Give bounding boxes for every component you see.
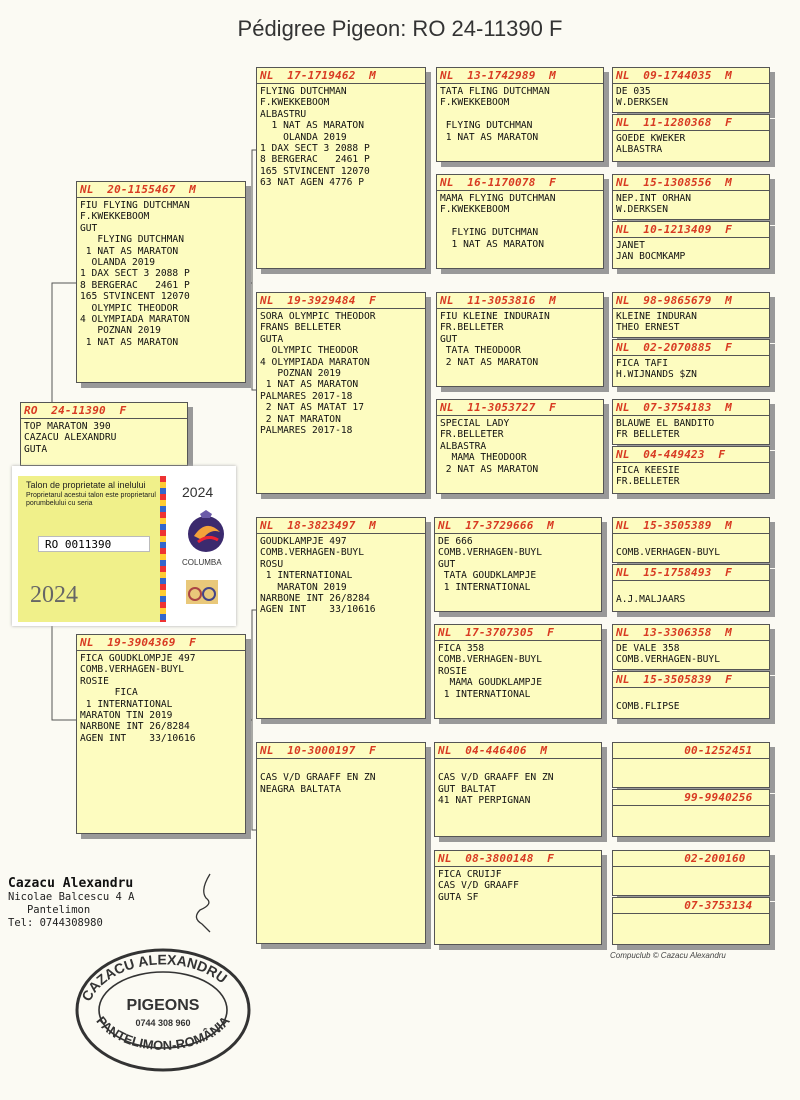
ggg-parent-card bbox=[612, 789, 770, 837]
card-line: 1 NAT AS MARATON bbox=[260, 379, 359, 391]
card-line: CAS V/D GRAAFF EN ZN bbox=[260, 772, 376, 784]
card-line: POZNAN 2019 bbox=[80, 325, 161, 337]
card-line: 1 DAX SECT 3 2088 P bbox=[80, 268, 190, 280]
card-line: COMB.VERHAGEN-BUYL bbox=[260, 547, 364, 559]
card-line: SORA OLYMPIC THEODOR bbox=[260, 311, 376, 322]
sire-card bbox=[76, 181, 246, 383]
card-line: ALBASTRA bbox=[440, 440, 487, 452]
grandparent-card bbox=[256, 67, 426, 269]
card-line: FR.BELLETER bbox=[440, 429, 504, 441]
ring-number: NL 11-3053816 M bbox=[437, 294, 603, 309]
card-line: 1 INTERNATIONAL bbox=[438, 581, 531, 593]
card-line: GOUDKLAMPJE 497 bbox=[260, 536, 347, 547]
card-line: W.DERKSEN bbox=[616, 97, 668, 109]
card-line: 1 INTERNATIONAL bbox=[438, 688, 531, 700]
ggg-parent-card bbox=[612, 399, 770, 445]
stamp-graphic bbox=[68, 930, 258, 1080]
card-line: FIU FLYING DUTCHMAN bbox=[80, 200, 190, 211]
card-line: DE 666 bbox=[438, 536, 473, 547]
great-grandparent-card bbox=[436, 67, 604, 162]
ggg-parent-card bbox=[612, 292, 770, 338]
card-line: 165 STVINCENT 12070 bbox=[80, 291, 190, 303]
great-grandparent-card bbox=[436, 174, 604, 269]
card-line: COMB.VERHAGEN-BUYL bbox=[616, 654, 720, 666]
card-line: A.J.MALJAARS bbox=[616, 594, 686, 606]
card-line: ROSIE bbox=[438, 665, 467, 677]
card-line: FRANS BELLETER bbox=[260, 322, 341, 334]
rubber-stamp bbox=[68, 930, 258, 1080]
talon-title: Talon de proprietate al inelului bbox=[26, 480, 146, 490]
card-line: W.DERKSEN bbox=[616, 204, 668, 216]
ring-number: NL 18-3823497 M bbox=[257, 519, 425, 534]
great-grandparent-card bbox=[434, 517, 602, 612]
federation-emblem-icon bbox=[182, 574, 222, 610]
card-line: 1 NAT AS MARATON bbox=[440, 238, 544, 250]
page-title: Pédigree Pigeon: RO 24-11390 F bbox=[237, 16, 563, 41]
ring-number: NL 04-449423 F bbox=[613, 448, 769, 463]
talon-subtitle: Proprietarul acestui talon este proprietarul porumbelului cu seria bbox=[26, 492, 156, 507]
ggg-parent-card bbox=[612, 221, 770, 269]
card-line: F.KWEKKEBOOM bbox=[260, 97, 330, 109]
ring-number: 07-3753134 bbox=[613, 899, 769, 914]
ggg-parent-card bbox=[612, 339, 770, 387]
ring-number: NL 04-446406 M bbox=[435, 744, 601, 759]
ring-number: NL 15-3505389 M bbox=[613, 519, 769, 534]
ggg-parent-card bbox=[612, 897, 770, 945]
grandparent-card bbox=[256, 517, 426, 719]
card-line: AGEN INT 33/10616 bbox=[260, 604, 376, 616]
great-grandparent-card bbox=[434, 624, 602, 719]
card-line: 41 NAT PERPIGNAN bbox=[438, 795, 531, 807]
card-line: GUT bbox=[440, 333, 458, 345]
ggg-parent-card bbox=[612, 114, 770, 162]
stamp-text-bottom: PANTELIMON-ROMÂNIA bbox=[93, 1013, 233, 1054]
card-line: GUTA bbox=[24, 443, 48, 455]
card-line: 1 NAT AS MARATON bbox=[440, 131, 539, 143]
card-line: 4 OLYMPIADA MARATON bbox=[80, 314, 190, 326]
card-line: 2 NAT AS MARATON bbox=[440, 463, 539, 475]
card-line: JANET bbox=[616, 240, 645, 251]
card-line: CAZACU ALEXANDRU bbox=[24, 432, 117, 444]
owner-phone: Tel: 0744308980 bbox=[8, 917, 103, 929]
card-line: H.WIJNANDS $ZN bbox=[616, 369, 697, 381]
grandparent-card bbox=[256, 742, 426, 944]
card-line bbox=[616, 690, 766, 701]
card-line: GUT BALTAT bbox=[438, 783, 496, 795]
card-line: OLYMPIC THEODOR bbox=[260, 345, 359, 357]
ring-number: 00-1252451 bbox=[613, 744, 769, 759]
card-line: MAMA FLYING DUTCHMAN bbox=[440, 193, 556, 204]
card-line: OLYMPIC THEODOR bbox=[80, 302, 179, 314]
card-line bbox=[440, 109, 600, 120]
card-line: 1 INTERNATIONAL bbox=[260, 570, 353, 582]
dam-card bbox=[76, 634, 246, 834]
card-line: DE 035 bbox=[616, 86, 651, 97]
ring-number: NL 15-1308556 M bbox=[613, 176, 769, 191]
ring-number: NL 11-1280368 F bbox=[613, 116, 769, 131]
card-line: 1 NAT AS MARATON bbox=[80, 336, 179, 348]
card-line: FR BELLETER bbox=[616, 429, 680, 441]
card-line: MAMA GOUDKLAMPJE bbox=[438, 677, 542, 689]
card-line: TATA FLING DUTCHMAN bbox=[440, 86, 550, 97]
owner-address-line: Pantelimon bbox=[8, 904, 91, 916]
card-line: DE VALE 358 bbox=[616, 643, 680, 654]
card-line: TOP MARATON 390 bbox=[24, 421, 111, 432]
great-grandparent-card bbox=[434, 850, 602, 945]
ring-number: 99-9940256 bbox=[613, 791, 769, 806]
card-line: MAMA THEODOOR bbox=[440, 452, 527, 464]
card-line: FLYING DUTCHMAN bbox=[80, 234, 184, 246]
ggg-parent-card bbox=[612, 850, 770, 896]
card-line: MARATON 2019 bbox=[260, 581, 347, 593]
card-line: 8 BERGERAC 2461 P bbox=[260, 154, 370, 166]
card-line: POZNAN 2019 bbox=[260, 368, 341, 380]
card-line: COMB.VERHAGEN-BUYL bbox=[438, 547, 542, 559]
ring-number: NL 19-3929484 F bbox=[257, 294, 425, 309]
card-line: PALMARES 2017-18 bbox=[260, 390, 353, 402]
card-line: 1 NAT AS MARATON bbox=[260, 120, 364, 132]
card-line: FICA KEESIE bbox=[616, 465, 680, 476]
ring-number: NL 11-3053727 F bbox=[437, 401, 603, 416]
card-line: F.KWEKKEBOOM bbox=[440, 97, 510, 109]
owner-address-line: Nicolae Balcescu 4 A bbox=[8, 891, 135, 903]
card-line: FICA GOUDKLOMPJE 497 bbox=[80, 653, 196, 664]
card-line: FICA bbox=[80, 687, 138, 699]
ring-number: NL 16-1170078 F bbox=[437, 176, 603, 191]
card-line: ROSU bbox=[260, 558, 284, 570]
stamp-phone: 0744 308 960 bbox=[135, 1018, 191, 1028]
card-line bbox=[438, 761, 598, 772]
ggg-parent-card bbox=[612, 174, 770, 220]
ring-number: NL 98-9865679 M bbox=[613, 294, 769, 309]
card-line: FLYING DUTCHMAN bbox=[440, 227, 539, 239]
card-line: 1 INTERNATIONAL bbox=[80, 698, 173, 710]
card-line: COMB.VERHAGEN-BUYL bbox=[438, 654, 542, 666]
card-line: NARBONE INT 26/8284 bbox=[260, 593, 370, 605]
card-line bbox=[616, 583, 766, 594]
card-line: FLYING DUTCHMAN bbox=[440, 120, 533, 132]
card-line: FICA 358 bbox=[438, 643, 485, 654]
card-line: F.KWEKKEBOOM bbox=[80, 211, 150, 223]
great-grandparent-card bbox=[436, 292, 604, 387]
ring-number: NL 10-1213409 F bbox=[613, 223, 769, 238]
card-line: 63 NAT AGEN 4776 P bbox=[260, 177, 364, 189]
card-line: 2 NAT AS MATAT 17 bbox=[260, 402, 364, 414]
card-line: CAS V/D GRAAFF bbox=[438, 880, 519, 892]
card-line: OLANDA 2019 bbox=[260, 131, 347, 143]
great-grandparent-card bbox=[434, 742, 602, 837]
ring-number: NL 10-3000197 F bbox=[257, 744, 425, 759]
card-line: FLYING DUTCHMAN bbox=[260, 86, 347, 97]
card-line: ALBASTRA bbox=[616, 144, 663, 156]
card-line: TATA THEODOOR bbox=[440, 345, 521, 357]
card-line: 2 NAT AS MARATON bbox=[440, 356, 539, 368]
ring-number: NL 17-3729666 M bbox=[435, 519, 601, 534]
stamp-text-middle: PIGEONS bbox=[126, 997, 200, 1014]
card-line: FR.BELLETER bbox=[616, 476, 680, 488]
card-line: TATA GOUDKLAMPJE bbox=[438, 570, 537, 582]
card-line bbox=[260, 761, 422, 772]
talon-ring-number: RO 0011390 bbox=[38, 536, 150, 552]
card-line: OLANDA 2019 bbox=[80, 257, 156, 269]
card-line: COMB.VERHAGEN-BUYL bbox=[80, 664, 184, 676]
ring-number: NL 13-3306358 M bbox=[613, 626, 769, 641]
grandparent-card bbox=[256, 292, 426, 494]
card-line: GUT bbox=[438, 558, 456, 570]
owner-name: Cazacu Alexandru bbox=[8, 876, 134, 891]
card-line: FICA TAFI bbox=[616, 358, 668, 369]
card-line: F.KWEKKEBOOM bbox=[440, 204, 510, 216]
subject-pigeon-card bbox=[20, 402, 188, 466]
ring-number: NL 17-1719462 M bbox=[257, 69, 425, 84]
ggg-parent-card bbox=[612, 742, 770, 788]
owner-info bbox=[8, 876, 134, 930]
ggg-parent-card bbox=[612, 671, 770, 719]
ring-number: 02-200160 bbox=[613, 852, 769, 867]
card-line: THEO ERNEST bbox=[616, 322, 680, 334]
ggg-parent-card bbox=[612, 517, 770, 563]
ring-number: NL 13-1742989 M bbox=[437, 69, 603, 84]
card-line: PALMARES 2017-18 bbox=[260, 425, 353, 437]
ring-number: NL 19-3904369 F bbox=[77, 636, 245, 651]
ggg-parent-card bbox=[612, 67, 770, 113]
card-line: GUTA bbox=[260, 333, 284, 345]
talon-year-large: 2024 bbox=[30, 582, 78, 608]
talon-brand: COLUMBA bbox=[182, 558, 222, 567]
card-line: FR.BELLETER bbox=[440, 322, 504, 334]
ring-number: NL 07-3754183 M bbox=[613, 401, 769, 416]
stamp-text-top: CAZACU ALEXANDRU bbox=[78, 951, 231, 1004]
ring-number: NL 02-2070885 F bbox=[613, 341, 769, 356]
card-line: 8 BERGERAC 2461 P bbox=[80, 279, 190, 291]
great-grandparent-card bbox=[436, 399, 604, 494]
card-line: NARBONE INT 26/8284 bbox=[80, 721, 190, 733]
software-credit: Compuclub © Cazacu Alexandru bbox=[610, 951, 726, 960]
ownership-talon-card bbox=[12, 466, 236, 626]
card-line: SPECIAL LADY bbox=[440, 418, 510, 429]
card-line: ROSIE bbox=[80, 675, 109, 687]
ggg-parent-card bbox=[612, 624, 770, 670]
card-line bbox=[440, 216, 600, 227]
card-line: NEP.INT ORHAN bbox=[616, 193, 692, 204]
ring-number: NL 15-1758493 F bbox=[613, 566, 769, 581]
card-line: 165 STVINCENT 12070 bbox=[260, 165, 370, 177]
card-line: 4 OLYMPIADA MARATON bbox=[260, 356, 370, 368]
card-line: 2 NAT MARATON bbox=[260, 413, 341, 425]
columba-logo-icon bbox=[184, 508, 228, 556]
card-line: COMB.FLIPSE bbox=[616, 701, 680, 713]
ring-number: NL 20-1155467 M bbox=[77, 183, 245, 198]
card-line: GUT bbox=[80, 222, 98, 234]
ggg-parent-card bbox=[612, 564, 770, 612]
card-line: JAN BOCMKAMP bbox=[616, 251, 686, 263]
ring-number: NL 17-3707305 F bbox=[435, 626, 601, 641]
card-line: AGEN INT 33/10616 bbox=[80, 732, 196, 744]
card-line: NEAGRA BALTATA bbox=[260, 783, 341, 795]
ggg-parent-card bbox=[612, 446, 770, 494]
card-line: GOEDE KWEKER bbox=[616, 133, 686, 144]
card-line: BLAUWE EL BANDITO bbox=[616, 418, 715, 429]
card-line: GUTA SF bbox=[438, 891, 479, 903]
ring-number: NL 08-3800148 F bbox=[435, 852, 601, 867]
card-line bbox=[616, 536, 766, 547]
card-line: 1 NAT AS MARATON bbox=[80, 245, 179, 257]
card-line: ALBASTRU bbox=[260, 108, 307, 120]
card-line: FICA CRUIJF bbox=[438, 869, 502, 880]
card-line: CAS V/D GRAAFF EN ZN bbox=[438, 772, 554, 784]
ring-number: NL 09-1744035 M bbox=[613, 69, 769, 84]
ring-number: NL 15-3505839 F bbox=[613, 673, 769, 688]
card-line: KLEINE INDURAN bbox=[616, 311, 697, 322]
card-line: FIU KLEINE INDURAIN bbox=[440, 311, 550, 322]
card-line: MARATON TIN 2019 bbox=[80, 710, 173, 722]
ring-number: RO 24-11390 F bbox=[21, 404, 187, 419]
card-line: 1 DAX SECT 3 2088 P bbox=[260, 143, 370, 155]
card-line: COMB.VERHAGEN-BUYL bbox=[616, 547, 720, 559]
talon-year-small: 2024 bbox=[182, 484, 214, 500]
